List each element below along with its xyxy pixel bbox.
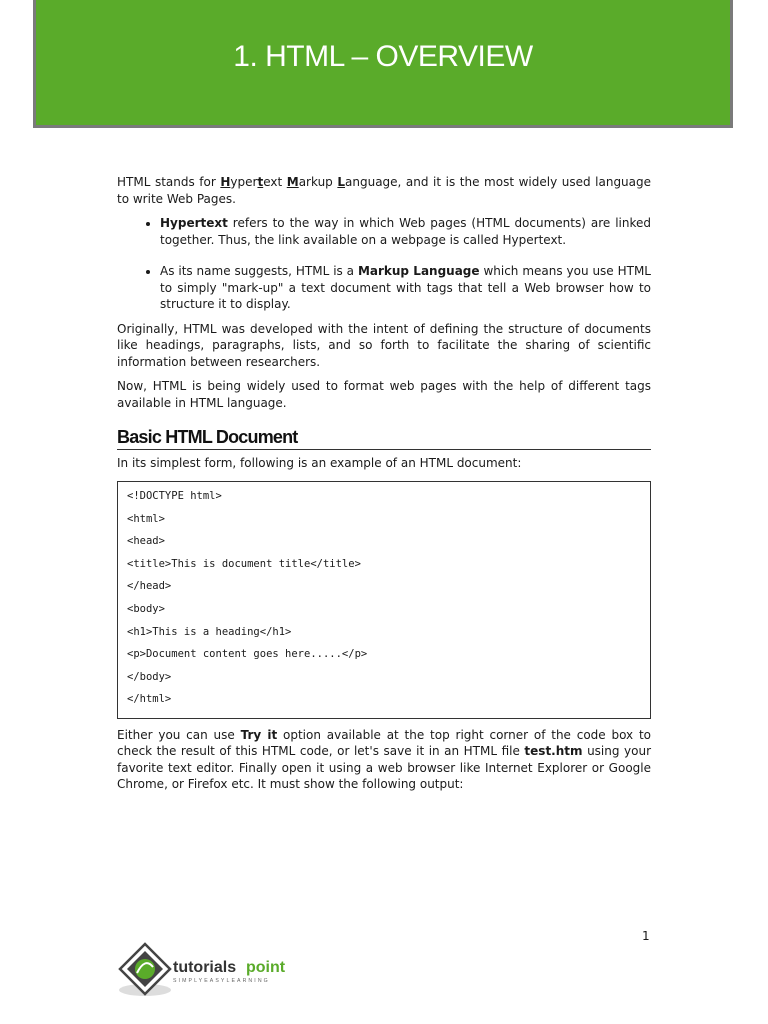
tutorialspoint-logo [115, 940, 325, 1002]
body-text: option available at the top right corner of the code box to check the result of this HTML code, or let's save it in an HTML file [117, 727, 651, 759]
try-it-label: Try it [240, 727, 278, 742]
paragraph-originally: Originally, HTML was developed with the intent of defining the structure of documents like headings, paragraphs, lists, and so forth to facilitate the sharing of scientific information between researchers. [117, 321, 651, 369]
body-text: using your favorite text editor. Finally open it using a web browser like Internet Explorer or Google Chrome, or Firefox etc. It must show the following output: [117, 744, 652, 792]
paragraph-now: Now, HTML is being widely used to format web pages with the help of different tags available in HTML language. [117, 379, 651, 410]
page-number: 1 [642, 929, 650, 943]
code-line: <body> [127, 602, 165, 615]
intro-text: arkup [298, 175, 338, 189]
page-content [117, 174, 651, 801]
term-hypertext: Hypertext [160, 216, 228, 230]
term-markup-language: Markup Language [357, 264, 480, 278]
paragraph-try-it [117, 727, 651, 793]
intro-text: ext [263, 175, 287, 189]
code-line: </html> [127, 693, 172, 706]
acronym-letter-l: L [337, 175, 346, 189]
code-line: </head> [127, 580, 172, 593]
intro-text: anguage, and it is the most widely used language to write Web Pages. [117, 175, 652, 206]
list-item-markup [160, 263, 651, 313]
code-line: <head> [127, 535, 165, 548]
code-line: </body> [127, 670, 172, 683]
code-line: <!DOCTYPE html> [127, 490, 222, 502]
logo-tagline: SIMPLYEASYLEARNING [173, 978, 270, 984]
code-box [117, 481, 651, 719]
intro-text: yper [230, 175, 258, 189]
list-item-hypertext [160, 215, 651, 248]
acronym-letter-t: t [257, 175, 264, 189]
code-line: <title>This is document title</title> [127, 557, 361, 570]
code-line: <html> [127, 512, 165, 525]
intro-paragraph [117, 174, 651, 207]
filename-label: test.htm [524, 744, 583, 759]
logo-word-point: point [246, 959, 286, 976]
acronym-letter-h: H [220, 175, 231, 189]
code-line: <h1>This is a heading</h1> [127, 625, 292, 638]
definition-text: which means you use HTML to simply "mark-up" a text document with tags that tell a Web browser how to structure it to display. [160, 264, 651, 311]
intro-text: HTML stands for [117, 175, 221, 189]
section-intro: In its simplest form, following is an example of an HTML document: [117, 455, 522, 470]
chapter-banner [33, 0, 733, 128]
code-line: <p>Document content goes here.....</p> [127, 648, 368, 661]
body-text: Either you can use [117, 727, 241, 742]
acronym-letter-m: M [286, 175, 299, 189]
logo-word-tutorials: tutorials [173, 959, 237, 976]
section-heading: Basic HTML Document [117, 429, 651, 450]
definition-text: As its name suggests, HTML is a [160, 264, 358, 278]
definition-list [117, 215, 651, 313]
chapter-title: 1. HTML – OVERVIEW [233, 40, 533, 73]
definition-text: refers to the way in which Web pages (HTML documents) are linked together. Thus, the link available on a webpage is called Hypertext. [160, 216, 651, 247]
